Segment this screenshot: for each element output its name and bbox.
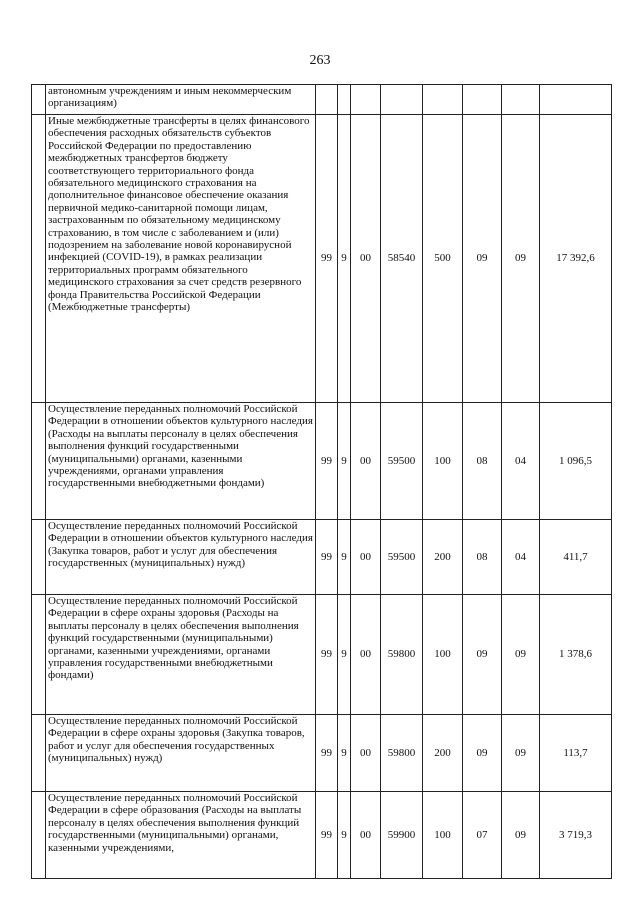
subprogram-code-cell: 9	[338, 595, 351, 715]
program-code-cell: 99	[316, 115, 338, 403]
direction-code-cell	[381, 85, 423, 115]
event-code-cell: 00	[351, 715, 381, 792]
subprogram-code-cell: 9	[338, 715, 351, 792]
subsection-cell: 09	[502, 715, 540, 792]
amount-cell: 17 392,6	[540, 115, 612, 403]
program-code-cell: 99	[316, 792, 338, 879]
expense-type-cell: 500	[423, 115, 463, 403]
direction-code-cell: 59900	[381, 792, 423, 879]
subsection-cell: 09	[502, 792, 540, 879]
table-row	[32, 85, 612, 115]
budget-table	[31, 84, 612, 879]
program-code-cell: 99	[316, 595, 338, 715]
event-code-cell: 00	[351, 595, 381, 715]
table-row	[32, 715, 612, 792]
section-cell: 09	[463, 715, 502, 792]
direction-code-cell: 59500	[381, 403, 423, 520]
subsection-cell: 09	[502, 115, 540, 403]
direction-code-cell: 59800	[381, 715, 423, 792]
section-cell: 09	[463, 595, 502, 715]
description-cell: Осуществление переданных полномочий Российской Федерации в сфере охраны здоровья (Расходы на выплаты персоналу в целях обеспечения выполнения функций государственными (муниципальными) органами, казенными учреждениями, органами управления государственными внебюджетными фондами)	[46, 595, 316, 715]
description-cell: Осуществление переданных полномочий Российской Федерации в сфере образования (Расходы на выплаты персоналу в целях обеспечения выполнения функций государственными (муниципальными) органами, казенными учреждениями,	[46, 792, 316, 879]
event-code-cell: 00	[351, 403, 381, 520]
amount-cell: 1 096,5	[540, 403, 612, 520]
section-cell: 08	[463, 403, 502, 520]
subprogram-code-cell: 9	[338, 792, 351, 879]
program-code-cell: 99	[316, 520, 338, 595]
subsection-cell	[502, 85, 540, 115]
expense-type-cell: 100	[423, 403, 463, 520]
direction-code-cell: 59800	[381, 595, 423, 715]
expense-type-cell: 100	[423, 792, 463, 879]
amount-cell: 3 719,3	[540, 792, 612, 879]
section-cell	[463, 85, 502, 115]
description-cell: автономным учреждениям и иным некоммерческим организациям)	[46, 85, 316, 115]
page-number: 263	[309, 53, 331, 68]
blank-cell	[32, 792, 46, 879]
subsection-cell: 04	[502, 403, 540, 520]
subprogram-code-cell: 9	[338, 520, 351, 595]
program-code-cell	[316, 85, 338, 115]
expense-type-cell: 100	[423, 595, 463, 715]
amount-cell: 1 378,6	[540, 595, 612, 715]
subprogram-code-cell: 9	[338, 115, 351, 403]
expense-type-cell	[423, 85, 463, 115]
blank-cell	[32, 403, 46, 520]
section-cell: 09	[463, 115, 502, 403]
amount-cell: 113,7	[540, 715, 612, 792]
table-row	[32, 403, 612, 520]
description-cell: Осуществление переданных полномочий Российской Федерации в сфере охраны здоровья (Закупка товаров, работ и услуг для обеспечения государственных (муниципальных) нужд)	[46, 715, 316, 792]
event-code-cell: 00	[351, 792, 381, 879]
description-cell: Осуществление переданных полномочий Российской Федерации в отношении объектов культурного наследия (Закупка товаров, работ и услуг для обеспечения государственных (муниципальных) нужд)	[46, 520, 316, 595]
blank-cell	[32, 520, 46, 595]
section-cell: 08	[463, 520, 502, 595]
event-code-cell: 00	[351, 115, 381, 403]
amount-cell	[540, 85, 612, 115]
amount-cell: 411,7	[540, 520, 612, 595]
blank-cell	[32, 85, 46, 115]
subsection-cell: 09	[502, 595, 540, 715]
subsection-cell: 04	[502, 520, 540, 595]
description-cell: Осуществление переданных полномочий Российской Федерации в отношении объектов культурного наследия (Расходы на выплаты персоналу в целях обеспечения выполнения функций государственными (муниципальными) органами, казенными учреждениями, органами управления государственными внебюджетными фондами)	[46, 403, 316, 520]
direction-code-cell: 58540	[381, 115, 423, 403]
event-code-cell: 00	[351, 520, 381, 595]
table-row	[32, 792, 612, 879]
table-row	[32, 115, 612, 403]
blank-cell	[32, 715, 46, 792]
description-cell: Иные межбюджетные трансферты в целях финансового обеспечения расходных обязательств субъектов Российской Федерации по предоставлению межбюджетных трансфертов бюджету соответствующего территориального фонда обязательного медицинского страхования на дополнительное финансовое обеспечение оказания первичной медико-санитарной помощи лицам, застрахованным по обязательному медицинскому страхованию, в том числе с заболеванием и (или) подозрением на заболевание новой коронавирусной инфекцией (COVID-19), в рамках реализации территориальных программ обязательного медицинского страхования за счет средств резервного фонда Правительства Российской Федерации (Межбюджетные трансферты)	[46, 115, 316, 403]
expense-type-cell: 200	[423, 715, 463, 792]
blank-cell	[32, 115, 46, 403]
table-row	[32, 520, 612, 595]
expense-type-cell: 200	[423, 520, 463, 595]
section-cell: 07	[463, 792, 502, 879]
subprogram-code-cell	[338, 85, 351, 115]
program-code-cell: 99	[316, 715, 338, 792]
blank-cell	[32, 595, 46, 715]
table-row	[32, 595, 612, 715]
program-code-cell: 99	[316, 403, 338, 520]
direction-code-cell: 59500	[381, 520, 423, 595]
subprogram-code-cell: 9	[338, 403, 351, 520]
event-code-cell	[351, 85, 381, 115]
